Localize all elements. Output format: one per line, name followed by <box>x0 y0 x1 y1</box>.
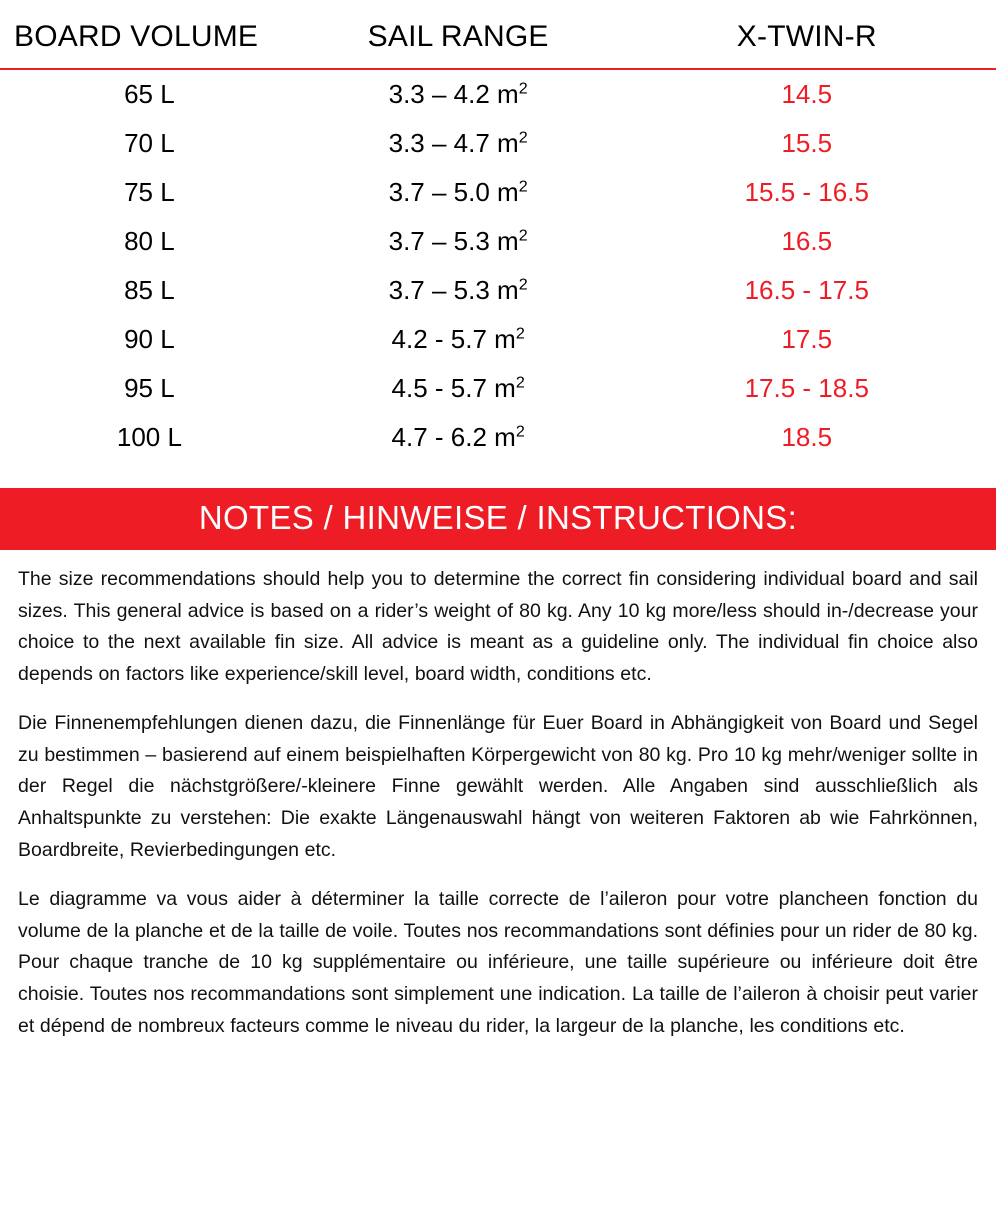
cell-sail-range <box>299 217 618 266</box>
sail-range-value: 4.7 - 6.2 m <box>391 422 516 452</box>
notes-paragraph-en: The size recommendations should help you to determine the correct fin considering individual board and sail sizes. This general advice is based on a rider’s weight of 80 kg. Any 10 kg more/less should in-/decrease your choice to the next available fin size. All advice is meant as a guideline only. The individual fin choice also depends on factors like experience/skill level, board width, conditions etc. <box>18 568 978 685</box>
table-row <box>0 217 996 266</box>
sail-range-unit-exponent: 2 <box>515 422 525 441</box>
cell-fin-size: 17.5 <box>781 324 833 354</box>
table-row <box>0 364 996 413</box>
sail-range-unit-exponent: 2 <box>515 324 525 343</box>
cell-fin-size: 15.5 - 16.5 <box>744 177 869 207</box>
sail-range-value: 3.7 – 5.3 m <box>388 226 519 256</box>
sail-range-unit-exponent: 2 <box>518 128 528 147</box>
notes-paragraph-fr: Le diagramme va vous aider à déterminer la taille correcte de l’aileron pour votre plancheen fonction du volume de la planche et de la taille de voile. Toutes nos recommandations sont définies pour un rider de 80 kg. Pour chaque tranche de 10 kg supplémentaire ou inférieure, une taille supérieure ou inférieure doit être choisie. Toutes nos recommandations sont simplement une indication. La taille de l’aileron à choisir peut varier et dépend de nombreux facteurs comme le niveau du rider, la largeur de la planche, les conditions etc. <box>18 888 978 1037</box>
sail-range-unit-exponent: 2 <box>515 373 525 392</box>
cell-sail-range <box>299 315 618 364</box>
table-row <box>0 413 996 462</box>
cell-board-volume: 80 L <box>124 226 175 256</box>
fin-sizing-chart-page <box>0 6 996 1206</box>
sail-range-value: 4.2 - 5.7 m <box>391 324 516 354</box>
sail-range-value: 3.3 – 4.2 m <box>388 79 519 109</box>
cell-sail-range <box>299 119 618 168</box>
cell-board-volume: 75 L <box>124 177 175 207</box>
table-row <box>0 69 996 119</box>
sail-range-unit-exponent: 2 <box>518 275 528 294</box>
cell-fin-size: 18.5 <box>781 422 833 452</box>
cell-fin-size: 14.5 <box>781 79 833 109</box>
cell-board-volume: 90 L <box>124 324 175 354</box>
table-body <box>0 69 996 462</box>
sail-range-value: 3.7 – 5.3 m <box>388 275 519 305</box>
sail-range-value: 4.5 - 5.7 m <box>391 373 516 403</box>
cell-sail-range <box>299 413 618 462</box>
notes-body <box>0 550 996 1060</box>
sail-range-unit-exponent: 2 <box>518 79 528 98</box>
table-header-row <box>0 6 996 69</box>
cell-board-volume: 85 L <box>124 275 175 305</box>
cell-sail-range <box>299 69 618 119</box>
cell-board-volume: 95 L <box>124 373 175 403</box>
cell-fin-size: 16.5 - 17.5 <box>744 275 869 305</box>
sail-range-value: 3.3 – 4.7 m <box>388 128 519 158</box>
cell-fin-size: 15.5 <box>781 128 833 158</box>
cell-fin-size: 17.5 - 18.5 <box>744 373 869 403</box>
column-header-sail-range: SAIL RANGE <box>299 6 618 69</box>
sail-range-value: 3.7 – 5.0 m <box>388 177 519 207</box>
table-row <box>0 266 996 315</box>
table-header <box>0 6 996 69</box>
cell-sail-range <box>299 168 618 217</box>
cell-fin-size: 16.5 <box>781 226 833 256</box>
column-header-board-volume: BOARD VOLUME <box>0 6 299 69</box>
notes-paragraph-de: Die Finnenempfehlungen dienen dazu, die Finnenlänge für Euer Board in Abhängigkeit von Board und Segel zu bestimmen – basierend auf einem beispielhaften Körpergewicht von 80 kg. Pro 10 kg mehr/weniger sollte in der Regel die nächstgrößere/-kleinere Finne gewählt werden. Alle Angaben sind ausschließlich als Anhaltspunkte zu verstehen: Die exakte Längenauswahl hängt von weiteren Faktoren ab wie Fahrkönnen, Boardbreite, Revierbedingungen etc. <box>18 712 978 861</box>
cell-sail-range <box>299 266 618 315</box>
table-row <box>0 168 996 217</box>
cell-board-volume: 70 L <box>124 128 175 158</box>
table-row <box>0 119 996 168</box>
cell-board-volume: 100 L <box>116 422 182 452</box>
sail-range-unit-exponent: 2 <box>518 177 528 196</box>
notes-banner: NOTES / HINWEISE / INSTRUCTIONS: <box>0 488 996 550</box>
fin-sizing-table <box>0 6 996 462</box>
table-row <box>0 315 996 364</box>
cell-sail-range <box>299 364 618 413</box>
column-header-x-twin-r: X-TWIN-R <box>618 6 996 69</box>
cell-board-volume: 65 L <box>124 79 175 109</box>
sail-range-unit-exponent: 2 <box>518 226 528 245</box>
